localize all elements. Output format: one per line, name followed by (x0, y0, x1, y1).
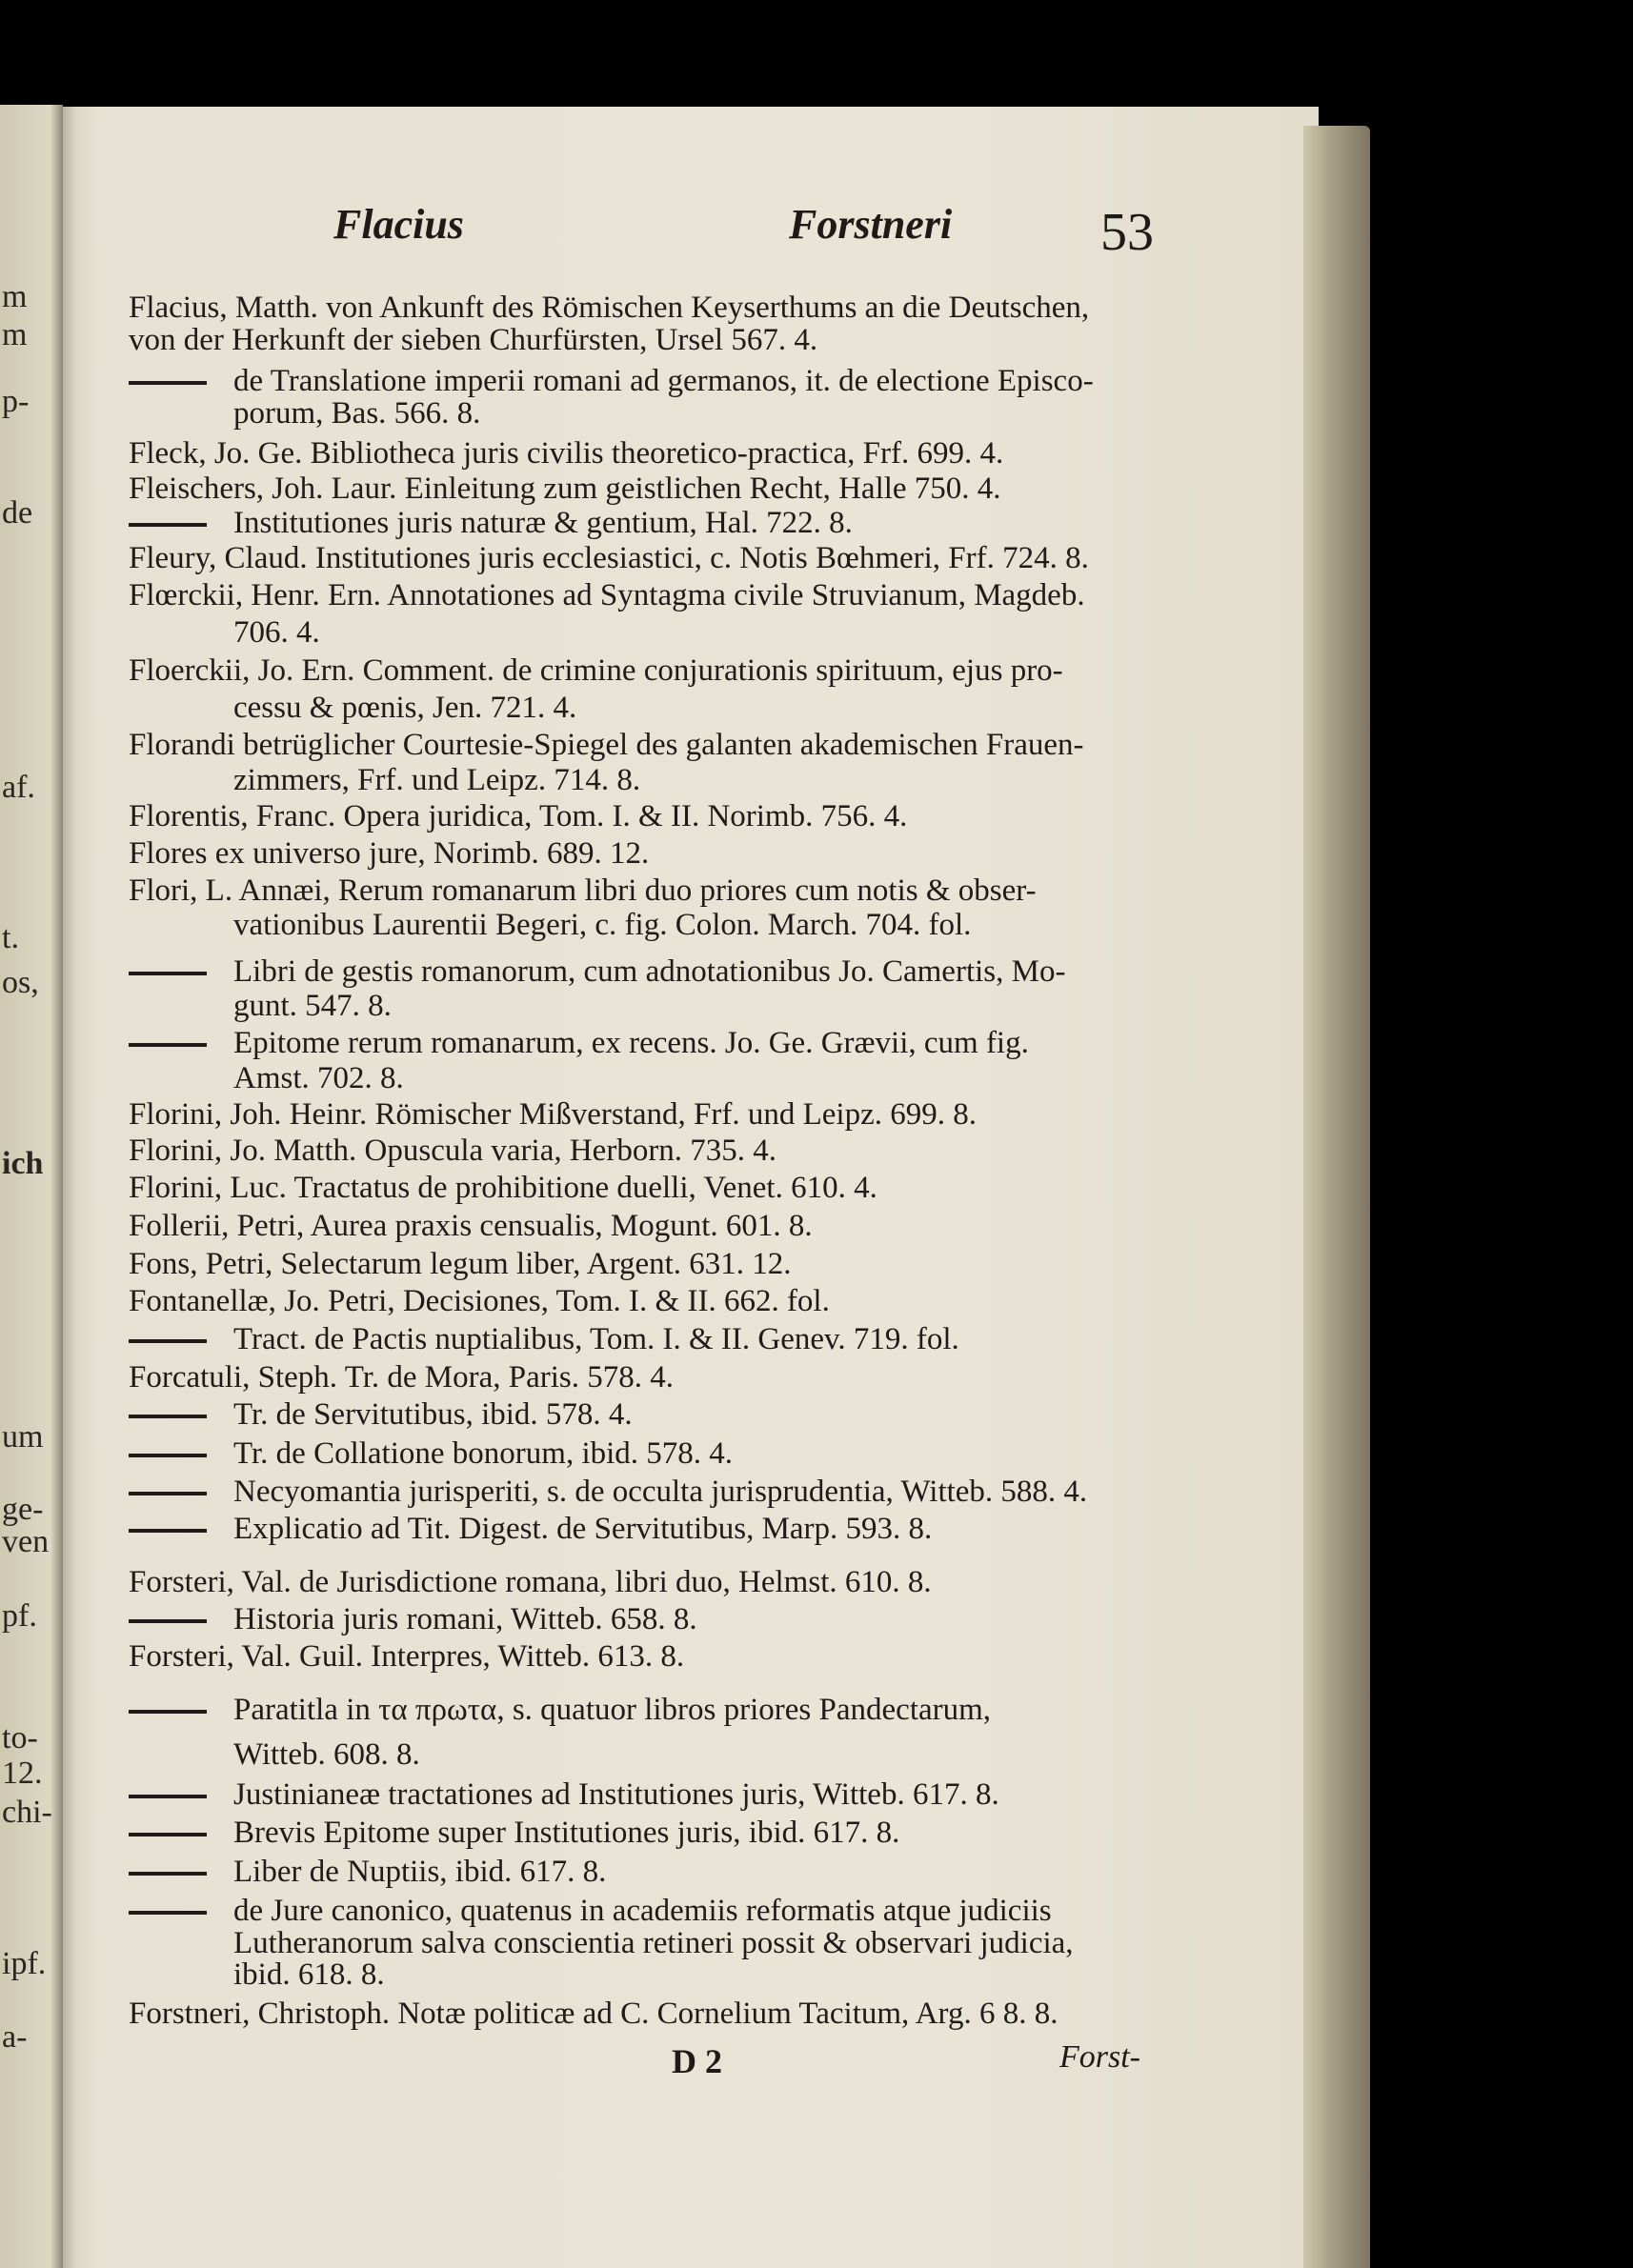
entry-line: de Jure canonico, quatenus in academiis reformatis atque judiciis (233, 1894, 1052, 1928)
ditto-rule (129, 1415, 207, 1418)
entry-line: porum, Bas. 566. 8. (233, 396, 481, 431)
margin-fragment: ven (2, 1524, 50, 1559)
margin-fragment: um (2, 1419, 44, 1455)
entry-line: Forcatuli, Steph. Tr. de Mora, Paris. 578. 4. (129, 1360, 675, 1395)
entry-line: Explicatio ad Tit. Digest. de Servitutibus, Marp. 593. 8. (233, 1512, 933, 1546)
entry-line: Fontanellæ, Jo. Petri, Decisiones, Tom. I. & II. 662. fol. (129, 1284, 830, 1318)
margin-fragment: p- (2, 384, 30, 419)
ditto-rule (129, 1529, 207, 1533)
entry-line: Liber de Nuptiis, ibid. 617. 8. (233, 1855, 607, 1889)
entry-line: Institutiones juris naturæ & gentium, Hal. 722. 8. (233, 506, 853, 540)
catchword: Forst- (1059, 2039, 1140, 2075)
entry-line: Epitome rerum romanarum, ex recens. Jo. Ge. Grævii, cum fig. (233, 1026, 1029, 1060)
margin-fragment: pf. (2, 1598, 37, 1634)
ditto-rule (129, 1492, 207, 1495)
ditto-rule (129, 1339, 207, 1343)
ditto-rule (129, 1710, 207, 1714)
margin-fragment: af. (2, 770, 35, 805)
margin-fragment: a- (2, 2019, 28, 2055)
facing-page-edge (0, 105, 63, 2268)
entry-line: von der Herkunft der sieben Churfürsten, Ursel 567. 4. (129, 323, 818, 357)
entry-line: Forsteri, Val. Guil. Interpres, Witteb. 613. 8. (129, 1639, 685, 1674)
ditto-rule (129, 523, 207, 527)
entry-line: Amst. 702. 8. (233, 1061, 404, 1095)
margin-fragment: os, (2, 965, 39, 1000)
entry-line: Forsteri, Val. de Jurisdictione romana, libri duo, Helmst. 610. 8. (129, 1565, 932, 1599)
margin-fragment: ipf. (2, 1946, 47, 1981)
margin-fragment: to- (2, 1720, 38, 1756)
ditto-rule (129, 1795, 207, 1798)
entry-line: Follerii, Petri, Aurea praxis censualis, Mogunt. 601. 8. (129, 1209, 813, 1243)
entry-line: gunt. 547. 8. (233, 989, 392, 1023)
entry-line: Florini, Luc. Tractatus de prohibitione duelli, Venet. 610. 4. (129, 1171, 877, 1205)
entry-line: Florini, Joh. Heinr. Römischer Mißverstand, Frf. und Leipz. 699. 8. (129, 1097, 977, 1132)
entry-line: Fleischers, Joh. Laur. Einleitung zum geistlichen Recht, Halle 750. 4. (129, 472, 1001, 506)
page-number: 53 (1100, 203, 1154, 262)
page-edge-shadow (1303, 126, 1370, 2268)
entry-line: Floerckii, Jo. Ern. Comment. de crimine conjurationis spirituum, ejus pro- (129, 653, 1063, 688)
entry-line: Fons, Petri, Selectarum legum liber, Argent. 631. 12. (129, 1247, 792, 1281)
entry-line: Florandi betrüglicher Courtesie-Spiegel des galanten akademischen Frauen- (129, 728, 1084, 762)
ditto-rule (129, 381, 207, 385)
entry-line: Florini, Jo. Matth. Opuscula varia, Herborn. 735. 4. (129, 1134, 777, 1168)
margin-fragment: ich (2, 1146, 44, 1181)
entry-line: Fleury, Claud. Institutiones juris ecclesiastici, c. Notis Bœhmeri, Frf. 724. 8. (129, 541, 1089, 575)
entry-line: Lutheranorum salva conscientia retineri possit & observari judicia, (233, 1926, 1074, 1960)
entry-line: Tract. de Pactis nuptialibus, Tom. I. & II. Genev. 719. fol. (233, 1322, 959, 1356)
entry-line: Forstneri, Christoph. Notæ politicæ ad C. Cornelium Tacitum, Arg. 6 8. 8. (129, 1997, 1058, 2031)
entry-line: zimmers, Frf. und Leipz. 714. 8. (233, 763, 641, 797)
entry-line: Tr. de Servitutibus, ibid. 578. 4. (233, 1397, 633, 1432)
ditto-rule (129, 1043, 207, 1047)
ditto-rule (129, 1872, 207, 1876)
entry-line: Flores ex universo jure, Norimb. 689. 12. (129, 836, 650, 871)
margin-fragment: ge- (2, 1492, 44, 1527)
running-head-left: Flacius (333, 201, 464, 248)
ditto-rule (129, 972, 207, 975)
margin-fragment: 12. (2, 1756, 43, 1791)
margin-fragment: t. (2, 920, 19, 955)
entry-line: Necyomantia jurisperiti, s. de occulta jurisprudentia, Witteb. 588. 4. (233, 1475, 1088, 1509)
entry-line: Brevis Epitome super Institutiones juris, ibid. 617. 8. (233, 1816, 900, 1850)
signature-mark: D 2 (672, 2042, 722, 2080)
running-head-right: Forstneri (789, 201, 953, 248)
entry-line: Paratitla in τα πρωτα, s. quatuor libros priores Pandectarum, (233, 1693, 992, 1727)
margin-fragment: m (2, 317, 28, 352)
entry-line: 706. 4. (233, 615, 320, 650)
entry-line: Florentis, Franc. Opera juridica, Tom. I. & II. Norimb. 756. 4. (129, 799, 908, 833)
entry-line: cessu & pœnis, Jen. 721. 4. (233, 691, 577, 725)
ditto-rule (129, 1454, 207, 1457)
entry-line: Flacius, Matth. von Ankunft des Römischen Keyserthums an die Deutschen, (129, 291, 1090, 325)
entry-line: Tr. de Collatione bonorum, ibid. 578. 4. (233, 1436, 734, 1471)
ditto-rule (129, 1833, 207, 1836)
margin-fragment: chi- (2, 1795, 52, 1830)
entry-line: Historia juris romani, Witteb. 658. 8. (233, 1602, 697, 1636)
entry-line: Libri de gestis romanorum, cum adnotationibus Jo. Camertis, Mo- (233, 954, 1066, 989)
entry-line: vationibus Laurentii Begeri, c. fig. Colon. March. 704. fol. (233, 908, 972, 942)
entry-line: Fleck, Jo. Ge. Bibliotheca juris civilis theoretico-practica, Frf. 699. 4. (129, 436, 1004, 471)
entry-line: Flœrckii, Henr. Ern. Annotationes ad Syntagma civile Struvianum, Magdeb. (129, 578, 1085, 612)
entry-line: Witteb. 608. 8. (233, 1737, 420, 1772)
entry-line: Justinianeæ tractationes ad Institutiones juris, Witteb. 617. 8. (233, 1777, 999, 1812)
entry-line: ibid. 618. 8. (233, 1957, 385, 1992)
margin-fragment: de (2, 495, 33, 531)
entry-line: de Translatione imperii romani ad germanos, it. de electione Episco- (233, 364, 1094, 398)
ditto-rule (129, 1619, 207, 1623)
margin-fragment: m (2, 279, 28, 314)
entry-line: Flori, L. Annæi, Rerum romanarum libri duo priores cum notis & obser- (129, 873, 1037, 908)
ditto-rule (129, 1911, 207, 1915)
